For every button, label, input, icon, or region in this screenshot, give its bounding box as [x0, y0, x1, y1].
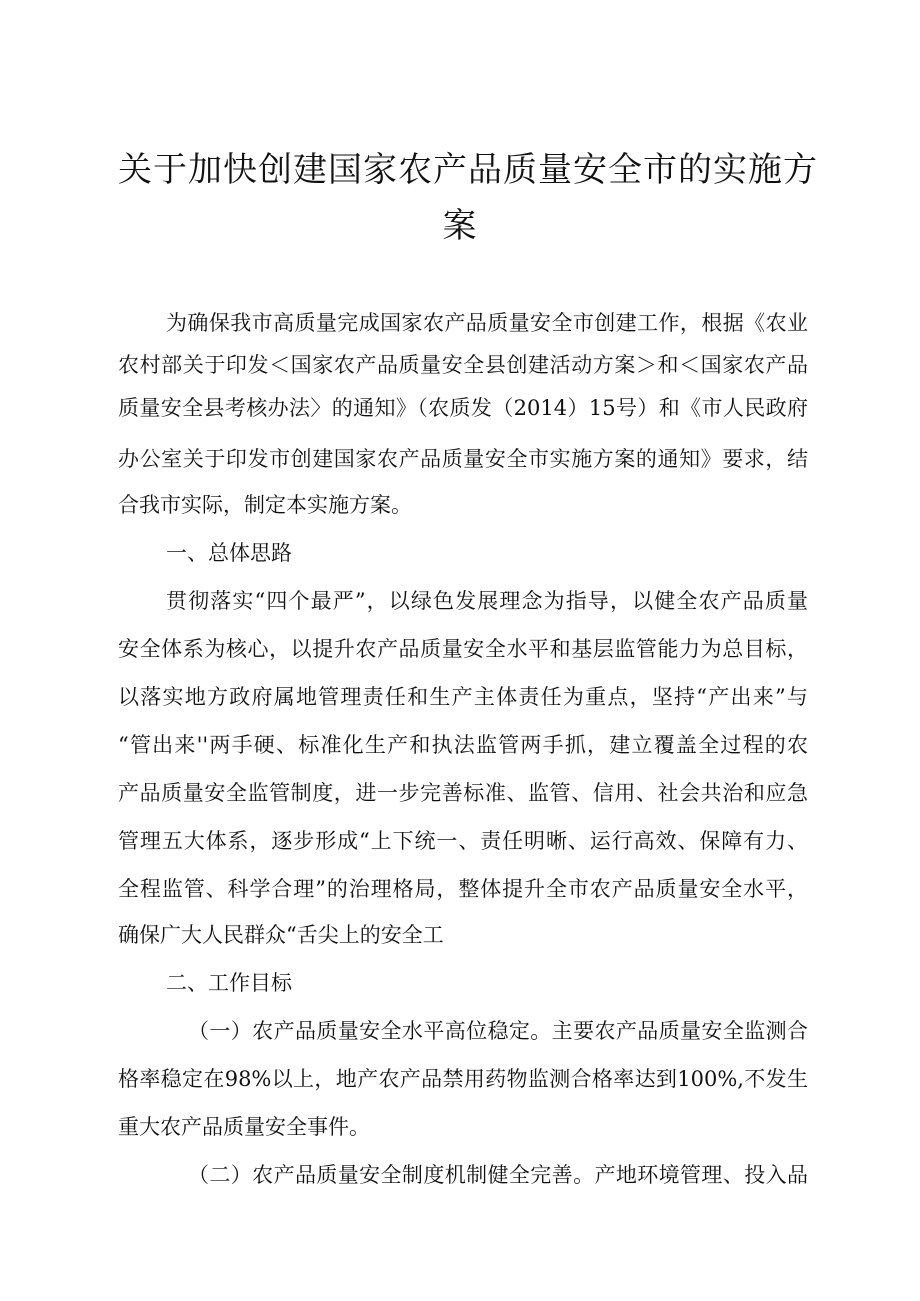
section-1-paragraph-line: 管理五大体系，逐步形成“上下统一、责任明晰、运行高效、保障有力、: [118, 829, 808, 853]
intro-paragraph-line: 为确保我市高质量完成国家农产品质量安全市创建工作，根据《农业: [166, 311, 808, 335]
goal-1-paragraph-line: 格率稳定在98%以上，地产农产品禁用药物监测合格率达到100%,不发生: [118, 1067, 808, 1091]
section-1-paragraph-line: “管出来''两手硬、标准化生产和执法监管两手抓，建立覆盖全过程的农: [118, 733, 808, 757]
goal-1-paragraph-line: 重大农产品质量安全事件。: [118, 1115, 370, 1139]
intro-paragraph-line: 农村部关于印发＜国家农产品质量安全县创建活动方案＞和＜国家农产品: [118, 353, 808, 377]
section-1-paragraph-line: 确保广大人民群众“舌尖上的安全工: [118, 923, 444, 947]
document-title-line-1: 关于加快创建国家农产品质量安全市的实施方: [118, 150, 818, 190]
section-1-paragraph-line: 产品质量安全监管制度，进一步完善标准、监管、信用、社会共治和应急: [118, 781, 808, 805]
section-1-paragraph-line: 贯彻落实“四个最严”，以绿色发展理念为指导，以健全农产品质量: [166, 589, 808, 613]
section-1-paragraph-line: 以落实地方政府属地管理责任和生产主体责任为重点，坚持“产出来”与: [118, 685, 808, 709]
intro-paragraph-line: 合我市实际，制定本实施方案。: [118, 493, 412, 517]
section-heading-work-goals: 二、工作目标: [166, 971, 292, 995]
section-1-paragraph-line: 全程监管、科学合理”的治理格局，整体提升全市农产品质量安全水平，: [118, 877, 808, 901]
document-title-line-2: 案: [442, 206, 478, 246]
goal-1-paragraph-line: （一）农产品质量安全水平高位稳定。主要农产品质量安全监测合: [188, 1019, 808, 1043]
goal-2-paragraph-line: （二）农产品质量安全制度机制健全完善。产地环境管理、投入品: [188, 1163, 808, 1187]
section-heading-overall-approach: 一、总体思路: [166, 541, 292, 565]
intro-paragraph-line: 办公室关于印发市创建国家农产品质量安全市实施方案的通知》要求，结: [118, 447, 808, 471]
section-1-paragraph-line: 安全体系为核心，以提升农产品质量安全水平和基层监管能力为总目标，: [118, 637, 808, 661]
intro-paragraph-line: 质量安全县考核办法〉的通知》（农质发（2014）15号）和《市人民政府: [118, 396, 808, 420]
